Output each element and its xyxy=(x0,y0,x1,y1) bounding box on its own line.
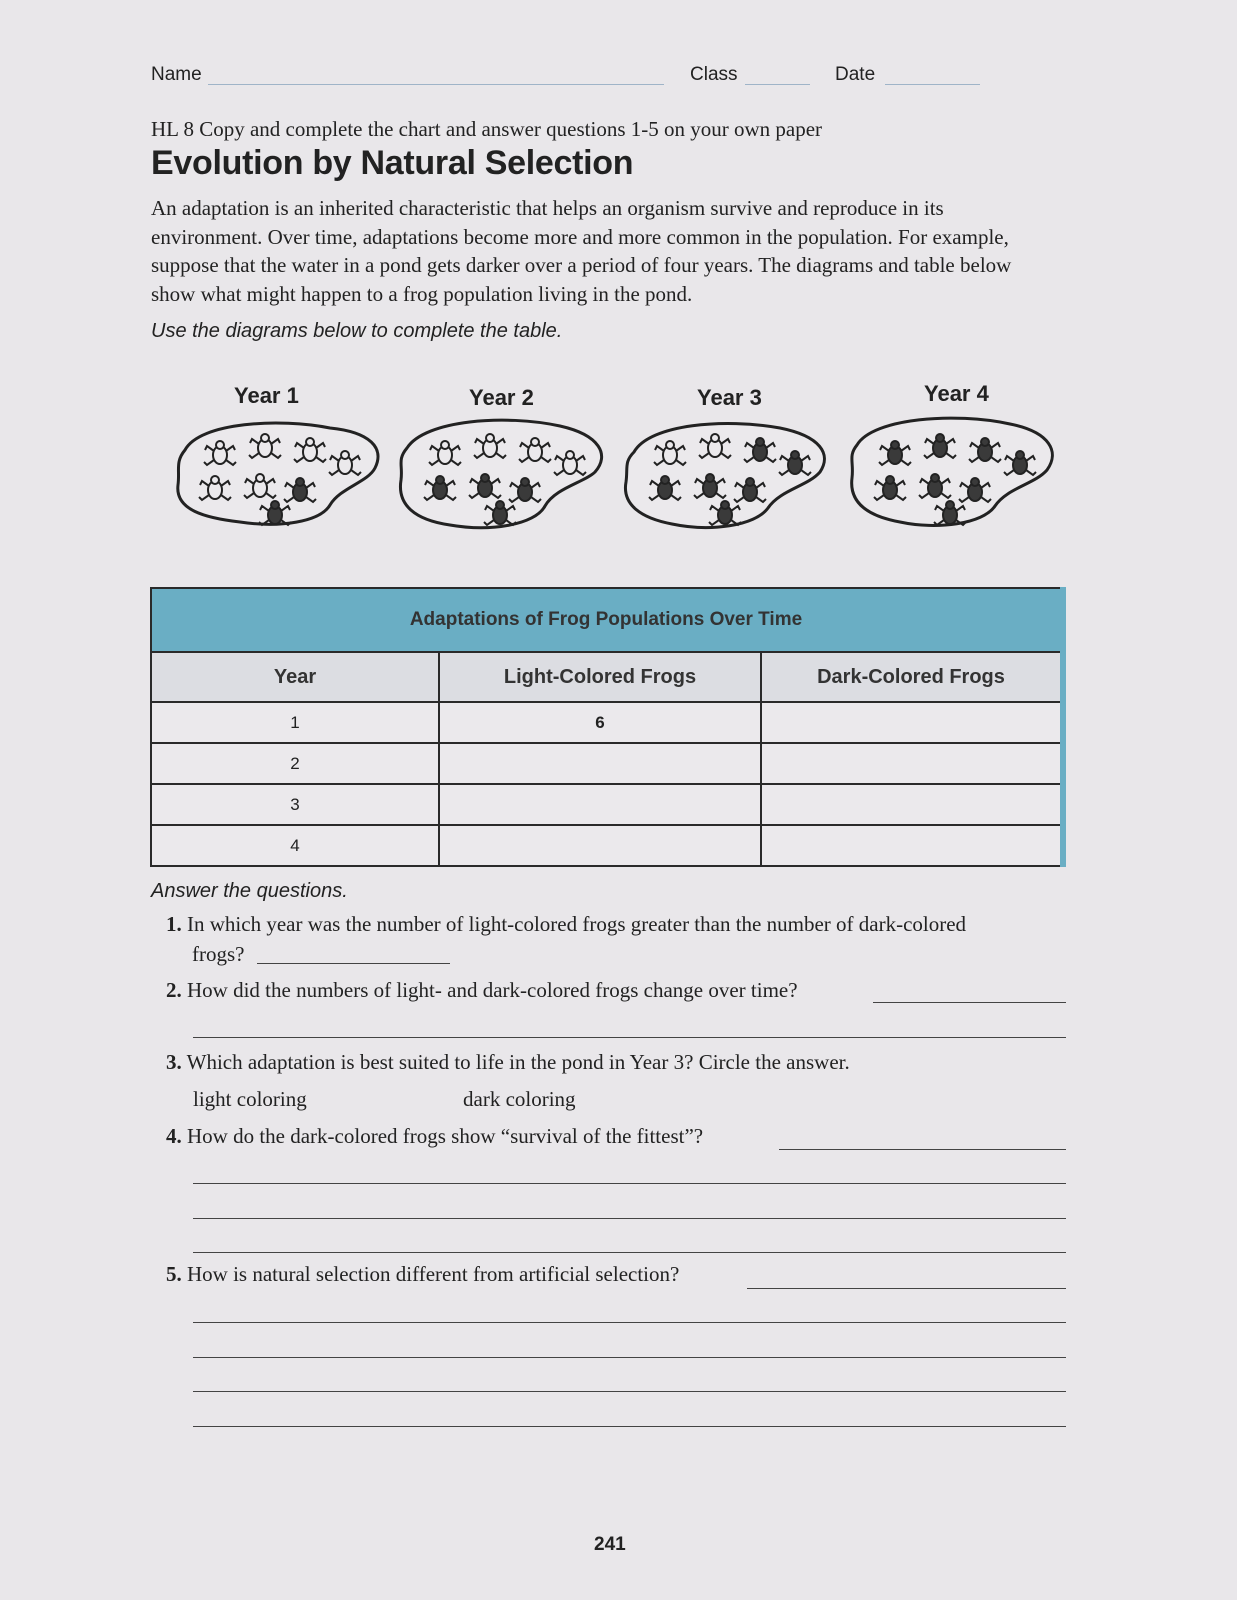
question-3 xyxy=(166,1050,850,1075)
table-caption: Adaptations of Frog Populations Over Time xyxy=(151,588,1063,652)
pond-diagrams xyxy=(170,410,1070,545)
class-label: Class xyxy=(690,64,738,85)
year-2-label: Year 2 xyxy=(469,385,534,410)
question-text: Which adaptation is best suited to life in the pond in Year 3? Circle the answer. xyxy=(186,1050,850,1074)
name-label: Name xyxy=(151,64,202,85)
light-cell[interactable] xyxy=(439,784,761,825)
answer-line-4a[interactable] xyxy=(779,1149,1066,1150)
table-row xyxy=(151,702,1063,743)
answer-line-5c[interactable] xyxy=(193,1357,1066,1358)
question-text: How is natural selection different from artificial selection? xyxy=(187,1262,680,1286)
answer-line-5a[interactable] xyxy=(747,1288,1066,1289)
question-5 xyxy=(166,1262,679,1287)
year-cell: 1 xyxy=(151,702,439,743)
assignment-instruction: HL 8 Copy and complete the chart and answer questions 1-5 on your own paper xyxy=(151,117,823,141)
light-cell[interactable] xyxy=(439,743,761,784)
question-text: In which year was the number of light-colored frogs greater than the number of dark-colored xyxy=(187,912,967,936)
question-number: 1. xyxy=(166,912,182,936)
question-2 xyxy=(166,978,798,1003)
answer-line-2b[interactable] xyxy=(193,1037,1066,1038)
date-field[interactable] xyxy=(885,84,980,85)
dark-cell[interactable] xyxy=(761,743,1063,784)
dark-cell[interactable] xyxy=(761,825,1063,866)
question-text: How do the dark-colored frogs show “survival of the fittest”? xyxy=(187,1124,704,1148)
column-header-dark: Dark-Colored Frogs xyxy=(761,652,1063,702)
answer-line-4c[interactable] xyxy=(193,1218,1066,1219)
year-cell: 4 xyxy=(151,825,439,866)
table-row xyxy=(151,825,1063,866)
answer-heading: Answer the questions. xyxy=(151,880,348,902)
column-header-year: Year xyxy=(151,652,439,702)
page-title: Evolution by Natural Selection xyxy=(151,144,634,182)
page-number: 241 xyxy=(594,1534,626,1555)
question-number: 4. xyxy=(166,1124,182,1148)
intro-paragraph: An adaptation is an inherited characteristic that helps an organism survive and reproduce in its environment. Over time, adaptations become more and more common in the population. For example, suppose that the water in a pond gets darker over a period of four years. The diagrams and table below show what might happen to a frog population living in the pond. xyxy=(151,196,1012,306)
table-row xyxy=(151,784,1063,825)
answer-line-5b[interactable] xyxy=(193,1322,1066,1323)
column-header-light: Light-Colored Frogs xyxy=(439,652,761,702)
pond-year-3 xyxy=(625,423,824,527)
dark-cell[interactable] xyxy=(761,702,1063,743)
name-field[interactable] xyxy=(208,84,664,85)
choice-dark-coloring[interactable]: dark coloring xyxy=(463,1087,576,1111)
light-cell[interactable] xyxy=(439,825,761,866)
answer-line-2a[interactable] xyxy=(873,1002,1066,1003)
year-3-label: Year 3 xyxy=(697,385,762,410)
answer-line-4d[interactable] xyxy=(193,1252,1066,1253)
answer-line-4b[interactable] xyxy=(193,1183,1066,1184)
table-row xyxy=(151,743,1063,784)
year-cell: 2 xyxy=(151,743,439,784)
question-number: 3. xyxy=(166,1050,182,1074)
pond-year-2 xyxy=(400,420,601,528)
date-label: Date xyxy=(835,64,876,85)
frog-population-table xyxy=(150,587,1066,867)
question-number: 2. xyxy=(166,978,182,1002)
year-1-label: Year 1 xyxy=(234,383,299,408)
question-number: 5. xyxy=(166,1262,182,1286)
answer-line-5e[interactable] xyxy=(193,1426,1066,1427)
answer-line-1[interactable] xyxy=(257,963,450,964)
question-1 xyxy=(166,912,966,937)
year-4-label: Year 4 xyxy=(924,381,989,406)
choice-light-coloring[interactable]: light coloring xyxy=(193,1087,307,1111)
answer-line-5d[interactable] xyxy=(193,1391,1066,1392)
question-4 xyxy=(166,1124,703,1149)
pond-year-1 xyxy=(178,423,378,525)
question-1-line2: frogs? xyxy=(192,942,245,966)
question-text: How did the numbers of light- and dark-colored frogs change over time? xyxy=(187,978,798,1002)
pond-year-4 xyxy=(852,418,1053,525)
light-cell[interactable]: 6 xyxy=(439,702,761,743)
year-cell: 3 xyxy=(151,784,439,825)
frog-table-wrapper xyxy=(150,587,1070,867)
dark-cell[interactable] xyxy=(761,784,1063,825)
diagram-instruction: Use the diagrams below to complete the table. xyxy=(151,320,563,342)
class-field[interactable] xyxy=(745,84,810,85)
